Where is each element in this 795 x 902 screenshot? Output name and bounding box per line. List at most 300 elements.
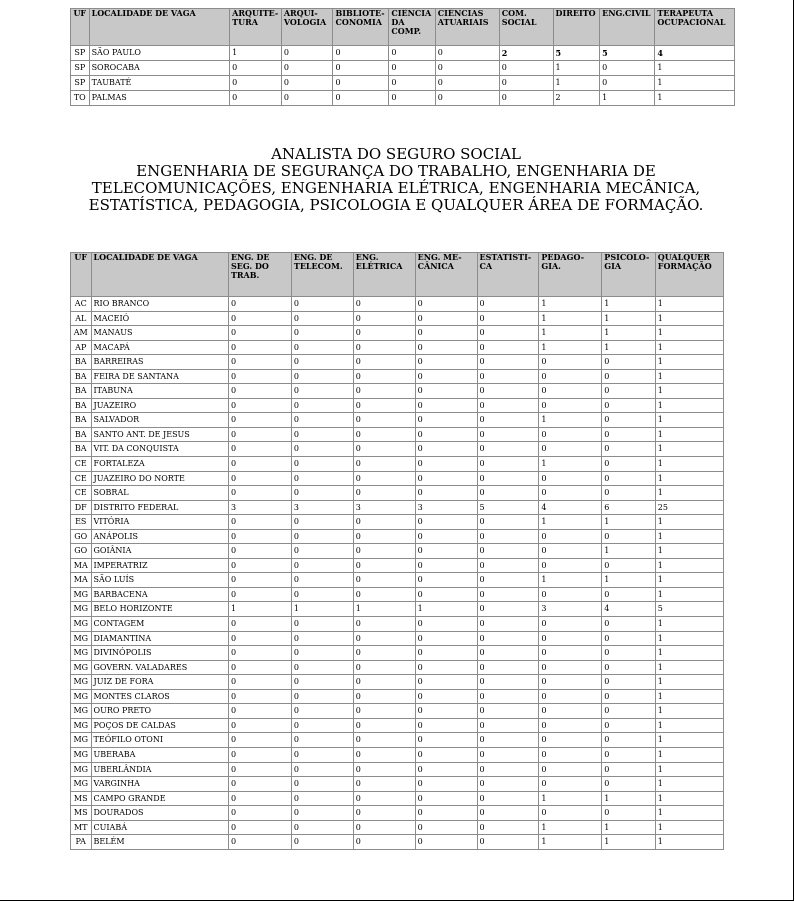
- vacancy-count-cell: 0: [602, 442, 654, 456]
- state-cell: MS: [71, 792, 91, 806]
- vacancy-count-cell: 0: [292, 777, 353, 791]
- vacancy-count-cell: 1: [656, 559, 723, 573]
- vacancy-count-cell: 1: [539, 297, 601, 311]
- vacancy-count-cell: 0: [602, 399, 654, 413]
- vacancy-count-cell: 0: [229, 341, 291, 355]
- vacancy-count-cell: 0: [292, 748, 353, 762]
- vacancy-count-cell: 1: [655, 91, 734, 105]
- table-row: [71, 486, 723, 500]
- vacancy-count-cell: 1: [656, 413, 723, 427]
- vacancy-count-cell: 0: [478, 472, 539, 486]
- vacancy-count-cell: 3: [292, 501, 353, 515]
- vacancy-count-cell: 0: [602, 588, 654, 602]
- vacancy-count-cell: 0: [539, 530, 601, 544]
- vacancy-count-cell: 0: [354, 777, 415, 791]
- locality-cell: OURO PRETO: [92, 704, 228, 718]
- state-cell: SP: [71, 76, 89, 90]
- vacancy-count-cell: 0: [478, 486, 539, 500]
- state-cell: PA: [71, 835, 91, 849]
- vacancy-count-cell: 0: [416, 413, 477, 427]
- vacancy-count-cell: 0: [333, 46, 388, 60]
- state-cell: MG: [71, 646, 91, 660]
- vacancy-count-cell: 1: [230, 46, 281, 60]
- table-row: [71, 384, 723, 398]
- vacancy-count-cell: 1: [656, 573, 723, 587]
- vacancy-count-cell: 0: [229, 792, 291, 806]
- vacancy-count-cell: 0: [229, 675, 291, 689]
- column-header: PEDAGO-GIA.: [539, 253, 601, 296]
- locality-cell: BARBACENA: [92, 588, 228, 602]
- vacancy-count-cell: 1: [554, 61, 600, 75]
- state-cell: MG: [71, 690, 91, 704]
- vacancy-count-cell: 0: [416, 661, 477, 675]
- vacancy-count-cell: 0: [333, 91, 388, 105]
- vacancy-count-cell: 0: [389, 46, 434, 60]
- state-cell: BA: [71, 399, 91, 413]
- vacancy-count-cell: 1: [656, 821, 723, 835]
- locality-cell: TEÓFILO OTONI: [92, 733, 228, 747]
- state-cell: BA: [71, 428, 91, 442]
- vacancy-count-cell: 0: [230, 61, 281, 75]
- vacancy-count-cell: 0: [478, 457, 539, 471]
- state-cell: MG: [71, 719, 91, 733]
- vacancy-count-cell: 0: [478, 515, 539, 529]
- vacancy-count-cell: 0: [539, 661, 601, 675]
- vacancy-count-cell: 0: [602, 617, 654, 631]
- vacancy-count-cell: 3: [539, 602, 601, 616]
- vacancy-count-cell: 0: [292, 821, 353, 835]
- vacancy-count-cell: 0: [354, 719, 415, 733]
- vacancy-count-cell: 0: [354, 792, 415, 806]
- vacancy-count-cell: 0: [539, 733, 601, 747]
- vacancies-table-top-body: [71, 9, 734, 105]
- table-row: [71, 370, 723, 384]
- state-cell: MG: [71, 617, 91, 631]
- vacancy-count-cell: 0: [229, 806, 291, 820]
- vacancy-count-cell: 0: [282, 61, 333, 75]
- vacancy-count-cell: 0: [539, 399, 601, 413]
- vacancy-count-cell: 0: [354, 835, 415, 849]
- vacancy-count-cell: 0: [292, 486, 353, 500]
- vacancy-count-cell: 0: [292, 632, 353, 646]
- vacancy-count-cell: 0: [416, 646, 477, 660]
- vacancy-count-cell: 1: [539, 835, 601, 849]
- vacancy-count-cell: 0: [539, 472, 601, 486]
- state-cell: CE: [71, 457, 91, 471]
- vacancy-count-cell: 0: [292, 719, 353, 733]
- column-header: ENG. ME-CÂNICA: [416, 253, 477, 296]
- vacancy-count-cell: 0: [602, 733, 654, 747]
- vacancy-count-cell: 1: [416, 602, 477, 616]
- vacancy-count-cell: 0: [478, 428, 539, 442]
- vacancy-count-cell: 0: [539, 719, 601, 733]
- vacancy-count-cell: 0: [478, 312, 539, 326]
- column-header: ARQUI-VOLOGIA: [282, 9, 333, 45]
- vacancy-count-cell: 0: [539, 486, 601, 500]
- vacancy-count-cell: 1: [656, 719, 723, 733]
- vacancy-count-cell: 1: [656, 632, 723, 646]
- vacancy-count-cell: 0: [292, 617, 353, 631]
- vacancy-count-cell: 0: [333, 76, 388, 90]
- vacancy-count-cell: 0: [354, 515, 415, 529]
- vacancy-count-cell: 1: [656, 646, 723, 660]
- vacancy-count-cell: 1: [656, 341, 723, 355]
- state-cell: MG: [71, 763, 91, 777]
- vacancy-count-cell: 1: [602, 821, 654, 835]
- vacancy-count-cell: 0: [229, 486, 291, 500]
- vacancy-count-cell: 0: [282, 46, 333, 60]
- vacancy-count-cell: 0: [602, 806, 654, 820]
- vacancy-count-cell: 3: [416, 501, 477, 515]
- vacancy-count-cell: 0: [354, 486, 415, 500]
- locality-cell: UBERLÂNDIA: [92, 763, 228, 777]
- table-row: [71, 91, 734, 105]
- locality-cell: JUIZ DE FORA: [92, 675, 228, 689]
- vacancy-count-cell: 0: [292, 661, 353, 675]
- locality-cell: DOURADOS: [92, 806, 228, 820]
- vacancy-count-cell: 0: [354, 588, 415, 602]
- table-row: [71, 602, 723, 616]
- state-cell: BA: [71, 370, 91, 384]
- column-header: ENG. DE TELECOM.: [292, 253, 353, 296]
- column-header: ENG. ELÉTRICA: [354, 253, 415, 296]
- vacancy-count-cell: 0: [354, 312, 415, 326]
- vacancy-count-cell: 0: [292, 835, 353, 849]
- vacancy-count-cell: 1: [602, 326, 654, 340]
- vacancy-count-cell: 0: [416, 312, 477, 326]
- vacancy-count-cell: 1: [602, 312, 654, 326]
- vacancy-count-cell: 0: [354, 559, 415, 573]
- vacancy-count-cell: 1: [656, 588, 723, 602]
- vacancy-count-cell: 0: [389, 61, 434, 75]
- locality-cell: ITABUNA: [92, 384, 228, 398]
- vacancy-count-cell: 0: [478, 297, 539, 311]
- vacancy-count-cell: 0: [602, 355, 654, 369]
- vacancy-count-cell: 0: [354, 704, 415, 718]
- table-row: [71, 792, 723, 806]
- vacancy-count-cell: 0: [602, 646, 654, 660]
- vacancy-count-cell: 4: [539, 501, 601, 515]
- vacancy-count-cell: 0: [416, 632, 477, 646]
- state-cell: SP: [71, 46, 89, 60]
- vacancy-count-cell: 0: [229, 515, 291, 529]
- vacancy-count-cell: 0: [292, 763, 353, 777]
- vacancy-count-cell: 0: [292, 792, 353, 806]
- vacancy-count-cell: 0: [539, 370, 601, 384]
- vacancy-count-cell: 0: [229, 544, 291, 558]
- vacancy-count-cell: 0: [354, 661, 415, 675]
- locality-cell: GOIÂNIA: [92, 544, 228, 558]
- locality-cell: TAUBATÉ: [90, 76, 230, 90]
- vacancy-count-cell: 0: [416, 748, 477, 762]
- locality-cell: SÃO LUÍS: [92, 573, 228, 587]
- vacancy-count-cell: 0: [229, 719, 291, 733]
- vacancy-count-cell: 0: [292, 384, 353, 398]
- vacancy-count-cell: 0: [292, 428, 353, 442]
- state-cell: MG: [71, 661, 91, 675]
- state-cell: MG: [71, 733, 91, 747]
- vacancy-count-cell: 1: [656, 442, 723, 456]
- vacancy-count-cell: 0: [229, 835, 291, 849]
- state-cell: BA: [71, 355, 91, 369]
- section-title: [60, 146, 732, 214]
- table-row: [71, 748, 723, 762]
- vacancy-count-cell: 1: [602, 341, 654, 355]
- vacancy-count-cell: 1: [554, 76, 600, 90]
- locality-cell: BARREIRAS: [92, 355, 228, 369]
- vacancy-count-cell: 0: [416, 792, 477, 806]
- locality-cell: FEIRA DE SANTANA: [92, 370, 228, 384]
- table-row: [71, 777, 723, 791]
- vacancy-count-cell: 25: [656, 501, 723, 515]
- table-row: [71, 835, 723, 849]
- state-cell: BA: [71, 442, 91, 456]
- locality-cell: VIT. DA CONQUISTA: [92, 442, 228, 456]
- vacancy-count-cell: 0: [539, 428, 601, 442]
- vacancy-count-cell: 0: [292, 806, 353, 820]
- vacancy-count-cell: 3: [229, 501, 291, 515]
- column-header: CIÊNCIAS ATUARIAIS: [436, 9, 499, 45]
- vacancy-count-cell: 1: [656, 370, 723, 384]
- state-cell: CE: [71, 472, 91, 486]
- vacancy-count-cell: 0: [292, 704, 353, 718]
- vacancy-count-cell: 0: [354, 384, 415, 398]
- locality-cell: DISTRITO FEDERAL: [92, 501, 228, 515]
- table-row: [71, 588, 723, 602]
- locality-cell: JUAZEIRO DO NORTE: [92, 472, 228, 486]
- vacancy-count-cell: 0: [416, 559, 477, 573]
- vacancies-table-top: [70, 8, 735, 106]
- locality-cell: MACEIÓ: [92, 312, 228, 326]
- locality-cell: MACAPÁ: [92, 341, 228, 355]
- vacancy-count-cell: 0: [292, 370, 353, 384]
- locality-cell: SANTO ANT. DE JESUS: [92, 428, 228, 442]
- vacancy-count-cell: 0: [478, 821, 539, 835]
- vacancy-count-cell: 0: [354, 399, 415, 413]
- vacancy-count-cell: 0: [230, 91, 281, 105]
- vacancy-count-cell: 0: [229, 428, 291, 442]
- vacancy-count-cell: 1: [602, 792, 654, 806]
- vacancy-count-cell: 1: [656, 806, 723, 820]
- vacancy-count-cell: 1: [656, 486, 723, 500]
- table-row: [71, 515, 723, 529]
- vacancy-count-cell: 0: [539, 748, 601, 762]
- table-row: [71, 530, 723, 544]
- vacancy-count-cell: 0: [416, 341, 477, 355]
- vacancy-count-cell: 0: [602, 370, 654, 384]
- vacancy-count-cell: 0: [478, 602, 539, 616]
- vacancy-count-cell: 0: [602, 719, 654, 733]
- vacancy-count-cell: 0: [416, 486, 477, 500]
- vacancy-count-cell: 0: [416, 530, 477, 544]
- vacancy-count-cell: 1: [292, 602, 353, 616]
- vacancy-count-cell: 0: [292, 326, 353, 340]
- table-row: [71, 675, 723, 689]
- vacancy-count-cell: 0: [416, 704, 477, 718]
- vacancy-count-cell: 0: [478, 690, 539, 704]
- vacancy-count-cell: 0: [478, 573, 539, 587]
- header-row: [71, 253, 723, 296]
- vacancy-count-cell: 1: [656, 297, 723, 311]
- vacancy-count-cell: 0: [229, 355, 291, 369]
- vacancy-count-cell: 0: [292, 355, 353, 369]
- vacancy-count-cell: 0: [416, 457, 477, 471]
- locality-cell: RIO BRANCO: [92, 297, 228, 311]
- vacancy-count-cell: 0: [436, 91, 499, 105]
- vacancy-count-cell: 1: [602, 515, 654, 529]
- vacancy-count-cell: 0: [354, 573, 415, 587]
- vacancy-count-cell: 1: [656, 355, 723, 369]
- vacancy-count-cell: 0: [229, 646, 291, 660]
- vacancy-count-cell: 0: [602, 472, 654, 486]
- state-cell: MS: [71, 806, 91, 820]
- vacancy-count-cell: 0: [416, 573, 477, 587]
- vacancy-count-cell: 0: [478, 370, 539, 384]
- table-row: [71, 661, 723, 675]
- vacancy-count-cell: 0: [600, 61, 654, 75]
- table-row: [71, 733, 723, 747]
- vacancy-count-cell: 1: [656, 326, 723, 340]
- vacancy-count-cell: 0: [416, 297, 477, 311]
- vacancy-count-cell: 0: [478, 384, 539, 398]
- vacancy-count-cell: 5: [478, 501, 539, 515]
- vacancy-count-cell: 0: [333, 61, 388, 75]
- state-cell: MG: [71, 704, 91, 718]
- state-cell: AL: [71, 312, 91, 326]
- vacancy-count-cell: 0: [539, 646, 601, 660]
- vacancy-count-cell: 0: [416, 384, 477, 398]
- vacancy-count-cell: 0: [292, 399, 353, 413]
- vacancy-count-cell: 0: [500, 76, 553, 90]
- locality-cell: CUIABÁ: [92, 821, 228, 835]
- vacancy-count-cell: 0: [478, 675, 539, 689]
- vacancy-count-cell: 0: [478, 530, 539, 544]
- vacancy-count-cell: 1: [656, 792, 723, 806]
- vacancy-count-cell: 1: [656, 835, 723, 849]
- column-header: UF: [71, 253, 91, 296]
- vacancy-count-cell: 0: [416, 719, 477, 733]
- vacancy-count-cell: 0: [389, 76, 434, 90]
- vacancy-count-cell: 0: [229, 413, 291, 427]
- vacancy-count-cell: 1: [539, 515, 601, 529]
- vacancy-count-cell: 0: [229, 632, 291, 646]
- table-row: [71, 312, 723, 326]
- title-line: ANALISTA DO SEGURO SOCIAL: [271, 145, 521, 163]
- state-cell: BA: [71, 384, 91, 398]
- vacancy-count-cell: 0: [602, 559, 654, 573]
- state-cell: GO: [71, 530, 91, 544]
- vacancy-count-cell: 5: [554, 46, 600, 60]
- vacancy-count-cell: 0: [478, 544, 539, 558]
- vacancy-count-cell: 0: [292, 297, 353, 311]
- vacancy-count-cell: 0: [602, 384, 654, 398]
- vacancy-count-cell: 0: [292, 690, 353, 704]
- locality-cell: UBERABA: [92, 748, 228, 762]
- vacancy-count-cell: 1: [539, 821, 601, 835]
- vacancies-table-bottom-body: [71, 253, 723, 849]
- vacancy-count-cell: 0: [416, 472, 477, 486]
- vacancy-count-cell: 4: [602, 602, 654, 616]
- table-row: [71, 690, 723, 704]
- locality-cell: ANÁPOLIS: [92, 530, 228, 544]
- vacancy-count-cell: 0: [354, 675, 415, 689]
- vacancy-count-cell: 0: [229, 370, 291, 384]
- table-row: [71, 442, 723, 456]
- vacancy-count-cell: 0: [602, 530, 654, 544]
- vacancy-count-cell: 1: [656, 472, 723, 486]
- vacancy-count-cell: 0: [354, 457, 415, 471]
- vacancy-count-cell: 0: [292, 472, 353, 486]
- vacancy-count-cell: 0: [539, 704, 601, 718]
- column-header: QUALQUER FORMAÇÃO: [656, 253, 723, 296]
- vacancy-count-cell: 0: [436, 76, 499, 90]
- column-header: LOCALIDADE DE VAGA: [92, 253, 228, 296]
- vacancy-count-cell: 0: [539, 588, 601, 602]
- state-cell: DF: [71, 501, 91, 515]
- table-row: [71, 457, 723, 471]
- table-row: [71, 573, 723, 587]
- state-cell: MG: [71, 748, 91, 762]
- vacancy-count-cell: 0: [292, 442, 353, 456]
- vacancy-count-cell: 0: [292, 675, 353, 689]
- vacancy-count-cell: 0: [539, 675, 601, 689]
- vacancy-count-cell: 0: [602, 428, 654, 442]
- vacancy-count-cell: 0: [282, 91, 333, 105]
- vacancy-count-cell: 0: [416, 370, 477, 384]
- vacancy-count-cell: 1: [656, 428, 723, 442]
- table-row: [71, 821, 723, 835]
- vacancy-count-cell: 0: [478, 748, 539, 762]
- vacancy-count-cell: 1: [600, 91, 654, 105]
- vacancy-count-cell: 0: [229, 763, 291, 777]
- header-row: [71, 9, 734, 45]
- vacancy-count-cell: 0: [354, 355, 415, 369]
- vacancy-count-cell: 0: [478, 719, 539, 733]
- vacancy-count-cell: 0: [416, 428, 477, 442]
- vacancy-count-cell: 1: [539, 457, 601, 471]
- table-row: [71, 76, 734, 90]
- vacancy-count-cell: 0: [229, 748, 291, 762]
- locality-cell: VITÓRIA: [92, 515, 228, 529]
- column-header: UF: [71, 9, 89, 45]
- title-line: ESTATÍSTICA, PEDAGOGIA, PSICOLOGIA E QUALQUER ÁREA DE FORMAÇÃO.: [88, 196, 704, 214]
- vacancy-count-cell: 0: [229, 559, 291, 573]
- vacancy-count-cell: 1: [656, 617, 723, 631]
- vacancy-count-cell: 0: [602, 457, 654, 471]
- vacancy-count-cell: 1: [539, 341, 601, 355]
- vacancy-count-cell: 0: [416, 544, 477, 558]
- table-row: [71, 501, 723, 515]
- state-cell: TO: [71, 91, 89, 105]
- vacancy-count-cell: 0: [354, 617, 415, 631]
- locality-cell: IMPERATRIZ: [92, 559, 228, 573]
- vacancy-count-cell: 1: [656, 661, 723, 675]
- vacancy-count-cell: 1: [602, 544, 654, 558]
- vacancy-count-cell: 0: [354, 326, 415, 340]
- column-header: COM. SOCIAL: [500, 9, 553, 45]
- vacancy-count-cell: 0: [416, 763, 477, 777]
- vacancy-count-cell: 0: [354, 370, 415, 384]
- vacancy-count-cell: 0: [292, 733, 353, 747]
- vacancy-count-cell: 0: [416, 326, 477, 340]
- vacancy-count-cell: 0: [478, 777, 539, 791]
- vacancy-count-cell: 0: [602, 661, 654, 675]
- vacancy-count-cell: 1: [656, 675, 723, 689]
- vacancy-count-cell: 5: [656, 602, 723, 616]
- vacancy-count-cell: 0: [354, 428, 415, 442]
- vacancy-count-cell: 0: [539, 544, 601, 558]
- vacancy-count-cell: 0: [292, 573, 353, 587]
